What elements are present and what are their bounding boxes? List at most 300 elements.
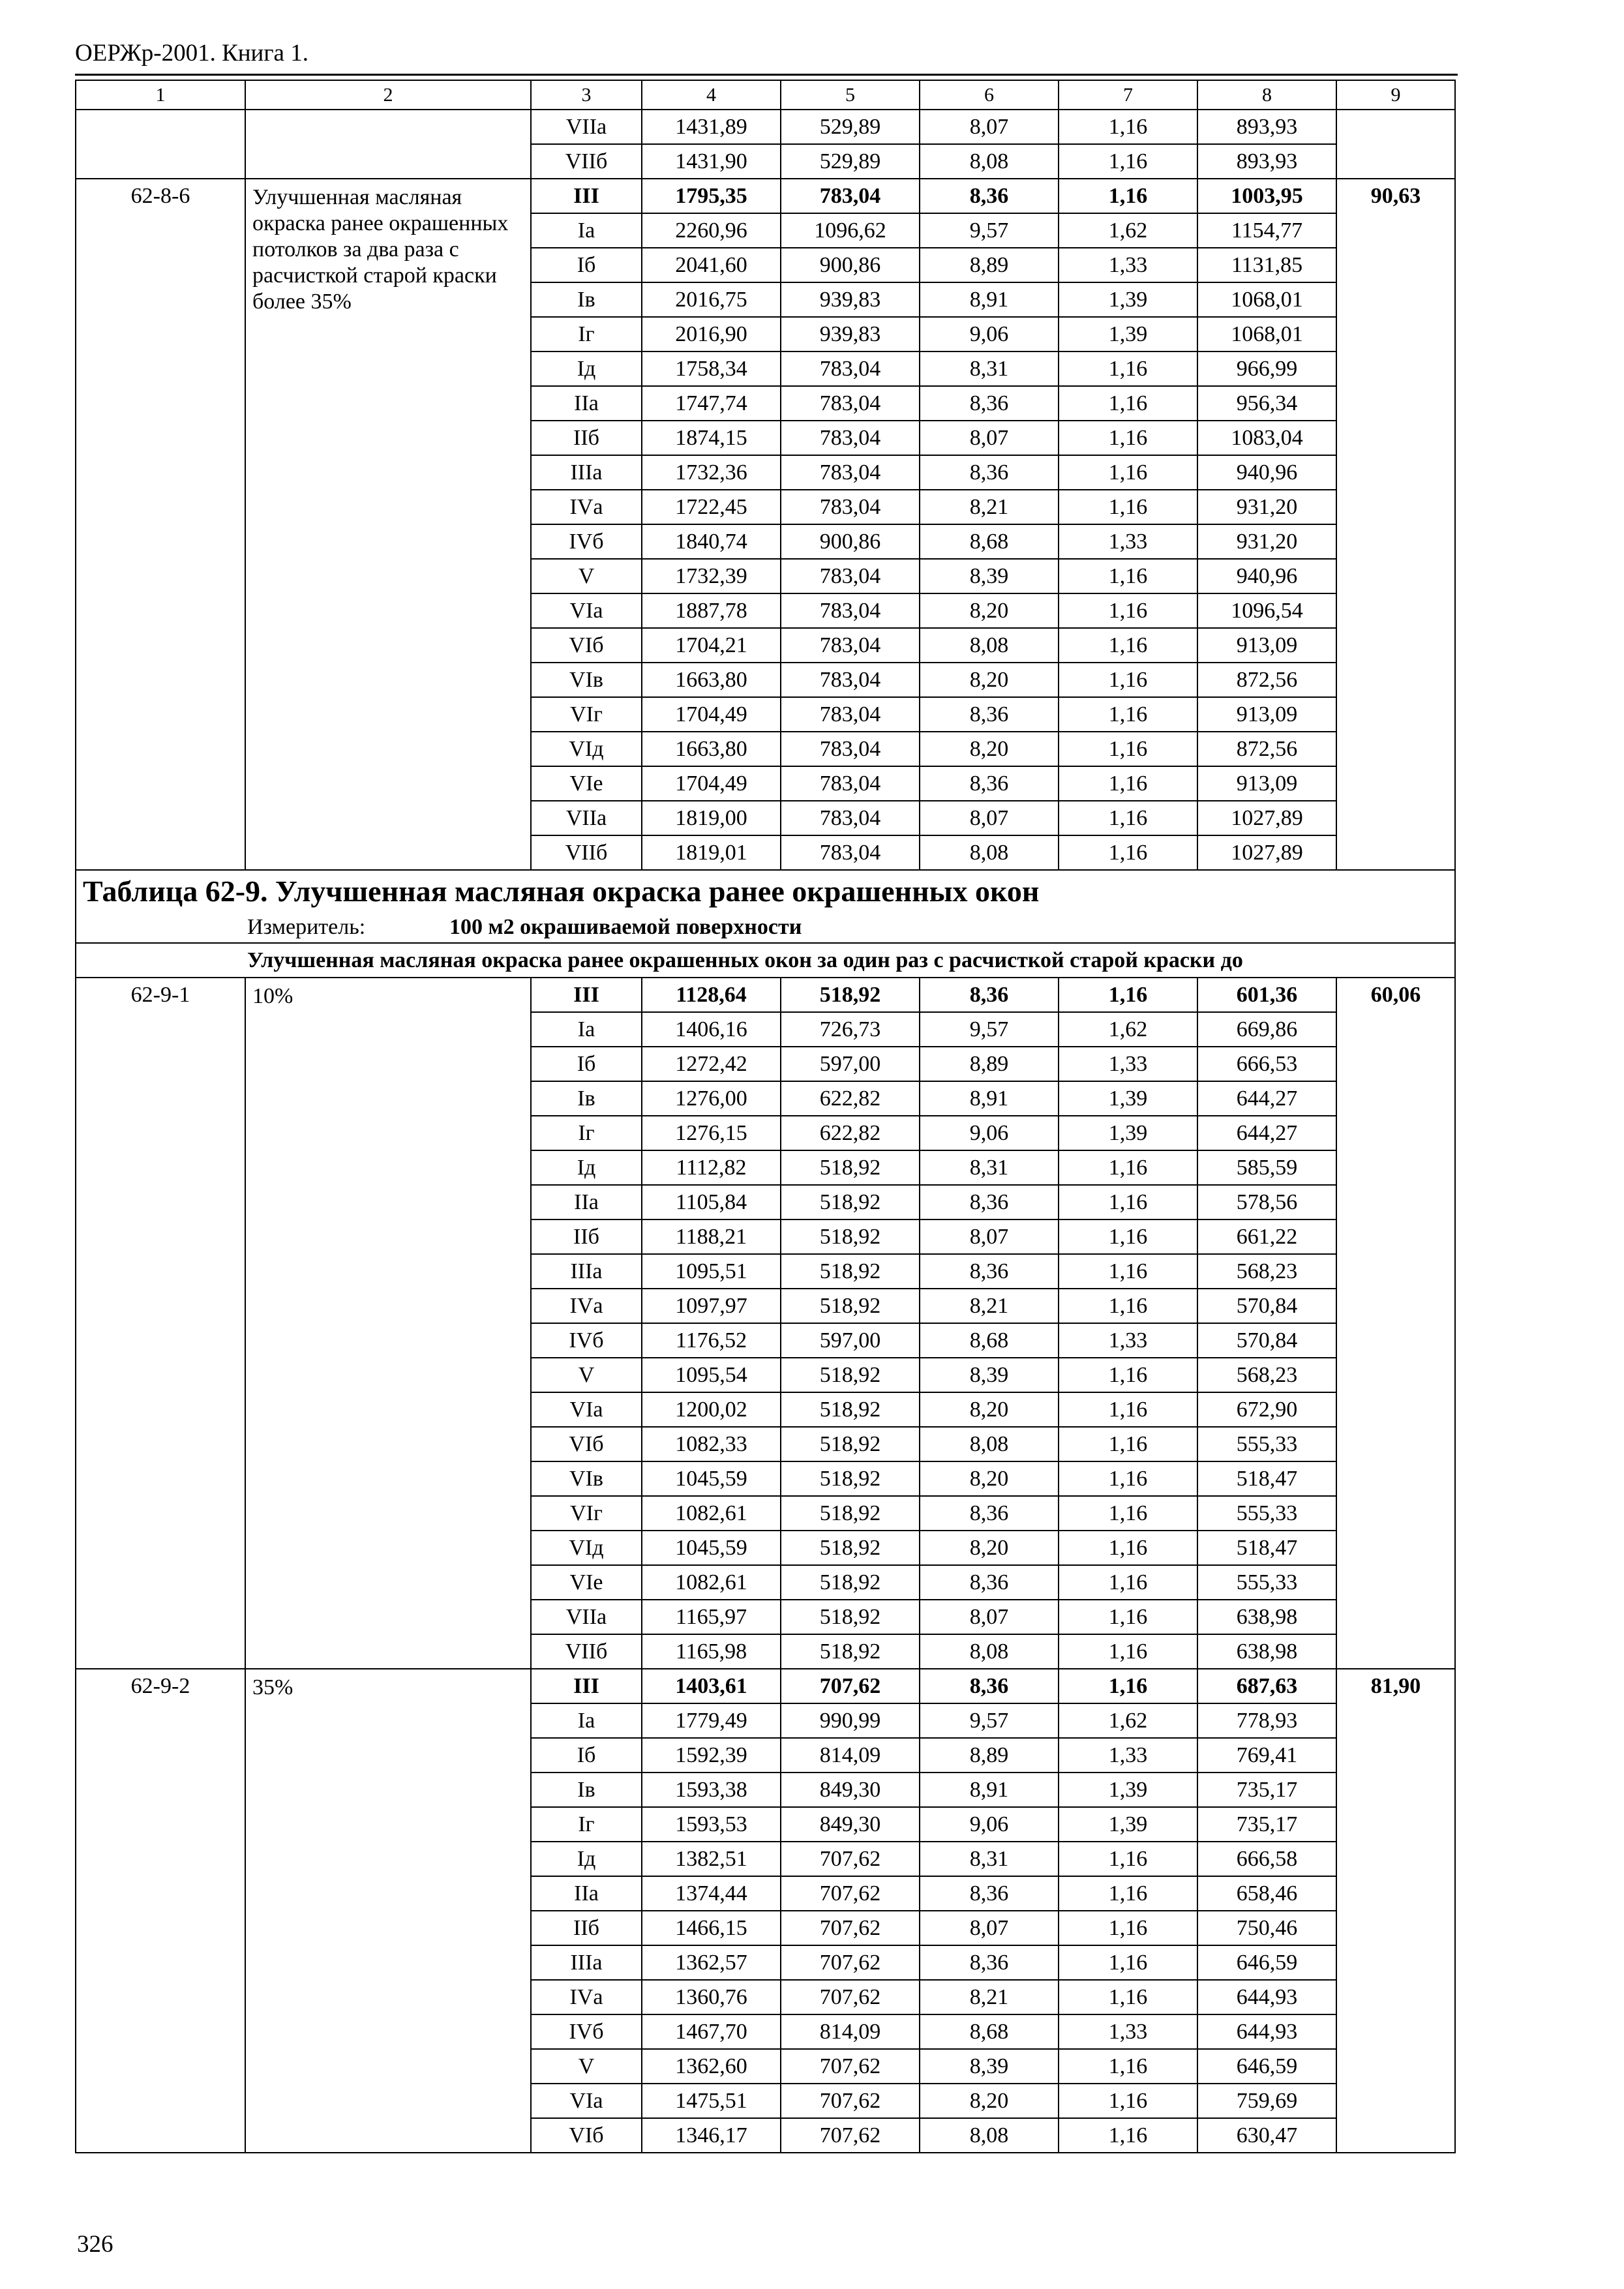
value-cell: 8,36 [920,1565,1059,1600]
value-cell: 8,07 [920,1600,1059,1634]
value-cell: 707,62 [781,2049,920,2084]
value-cell: 8,36 [920,455,1059,490]
value-cell: 518,92 [781,1496,920,1531]
value-cell: 707,62 [781,1980,920,2014]
value-cell: 1,16 [1059,1392,1197,1427]
zone-cell: Iг [531,1807,642,1842]
value-cell: 940,96 [1197,455,1336,490]
value-cell: 1,39 [1059,282,1197,317]
zone-cell: IVб [531,524,642,559]
value-cell: 893,93 [1197,144,1336,179]
value-cell: 1819,00 [642,801,781,835]
value-cell: 9,57 [920,1012,1059,1047]
value-cell: 1374,44 [642,1876,781,1911]
description-cell [245,110,531,144]
value-cell: 1840,74 [642,524,781,559]
value-cell: 644,27 [1197,1116,1336,1150]
description-cell [245,144,531,179]
zone-cell: IIIа [531,1254,642,1289]
value-cell: 1,16 [1059,1842,1197,1876]
value-cell: 1276,00 [642,1081,781,1116]
zone-cell: Iв [531,1081,642,1116]
value-cell: 1431,89 [642,110,781,144]
value-cell: 1097,97 [642,1289,781,1323]
value-cell: 518,92 [781,978,920,1012]
value-cell: 1,16 [1059,1219,1197,1254]
col-number: 9 [1336,80,1455,110]
table-row [76,978,1455,1012]
value-cell: 8,07 [920,110,1059,144]
zone-cell: IIб [531,421,642,455]
zone-cell: Iд [531,1842,642,1876]
value-cell: 529,89 [781,144,920,179]
measure-label: Измеритель: [247,915,366,939]
zone-cell: Iг [531,317,642,352]
value-cell: 1,16 [1059,835,1197,870]
value-cell: 1,16 [1059,801,1197,835]
description-cell: 35% [245,1669,531,2153]
value-cell: 1406,16 [642,1012,781,1047]
value-cell: 8,39 [920,559,1059,593]
zone-cell: VIIб [531,1634,642,1669]
zone-cell: VIIб [531,144,642,179]
value-cell: 1,16 [1059,1531,1197,1565]
value-cell: 893,93 [1197,110,1336,144]
value-cell: 8,08 [920,1427,1059,1461]
value-cell: 1747,74 [642,386,781,421]
value-cell: 849,30 [781,1773,920,1807]
zone-cell: VIг [531,1496,642,1531]
value-cell: 1732,36 [642,455,781,490]
value-cell: 644,93 [1197,2014,1336,2049]
value-cell: 8,91 [920,1081,1059,1116]
value-cell: 1,16 [1059,593,1197,628]
value-cell: 1779,49 [642,1703,781,1738]
value-cell: 939,83 [781,317,920,352]
value-cell: 1276,15 [642,1116,781,1150]
value-cell: 1,62 [1059,213,1197,248]
value-cell: 1,16 [1059,386,1197,421]
zone-cell: VIб [531,1427,642,1461]
value-cell: 8,36 [920,1876,1059,1911]
value-cell: 622,82 [781,1116,920,1150]
zone-cell: IVа [531,490,642,524]
value-cell: 1176,52 [642,1323,781,1358]
zone-cell: III [531,179,642,213]
value-cell: 783,04 [781,593,920,628]
value-cell: 1592,39 [642,1738,781,1773]
value-cell: 783,04 [781,455,920,490]
value-cell: 622,82 [781,1081,920,1116]
value-cell: 8,36 [920,386,1059,421]
value-cell: 518,92 [781,1219,920,1254]
value-cell: 1,16 [1059,2049,1197,2084]
value-cell: 8,20 [920,732,1059,766]
value-cell: 518,92 [781,1461,920,1496]
table-row [76,1669,1455,1703]
value-cell: 8,39 [920,1358,1059,1392]
value-cell: 1,16 [1059,2084,1197,2118]
col-number: 4 [642,80,781,110]
zone-cell: Iб [531,1738,642,1773]
value-cell: 585,59 [1197,1150,1336,1185]
page-number: 326 [77,2231,113,2258]
value-cell: 518,92 [781,1531,920,1565]
value-cell: 8,08 [920,144,1059,179]
value-cell: 8,36 [920,697,1059,732]
value-cell: 555,33 [1197,1565,1336,1600]
value-cell: 707,62 [781,2084,920,2118]
value-cell: 872,56 [1197,663,1336,697]
value-cell: 1732,39 [642,559,781,593]
value-cell: 2260,96 [642,213,781,248]
value-cell: 1165,97 [642,1600,781,1634]
value-cell: 1758,34 [642,352,781,386]
value-cell: 646,59 [1197,2049,1336,2084]
value-cell: 8,20 [920,1392,1059,1427]
value-cell: 1188,21 [642,1219,781,1254]
value-cell: 1,16 [1059,1980,1197,2014]
value-cell: 8,89 [920,1738,1059,1773]
subheading-row [76,943,1455,978]
value-cell: 1,16 [1059,732,1197,766]
code-cell: 62-8-6 [76,179,245,870]
price-table [75,80,1456,2153]
zone-cell: VIIа [531,1600,642,1634]
value-cell: 1819,01 [642,835,781,870]
value-cell: 783,04 [781,421,920,455]
value-cell: 1,16 [1059,628,1197,663]
value-cell: 1,16 [1059,1289,1197,1323]
value-cell: 940,96 [1197,559,1336,593]
value-cell: 601,36 [1197,978,1336,1012]
value-cell: 1,39 [1059,1807,1197,1842]
value-cell: 1068,01 [1197,282,1336,317]
value-cell: 1,39 [1059,1116,1197,1150]
value-cell: 735,17 [1197,1807,1336,1842]
value-cell: 783,04 [781,663,920,697]
value-cell: 8,07 [920,801,1059,835]
value-cell: 783,04 [781,766,920,801]
value-cell: 666,58 [1197,1842,1336,1876]
value-cell: 1,62 [1059,1703,1197,1738]
value-cell: 8,68 [920,1323,1059,1358]
value-cell: 1,16 [1059,663,1197,697]
value-cell: 1,33 [1059,1323,1197,1358]
value-cell: 1128,64 [642,978,781,1012]
value-cell: 8,08 [920,1634,1059,1669]
value-cell: 707,62 [781,1669,920,1703]
value-cell: 1722,45 [642,490,781,524]
value-cell: 1095,51 [642,1254,781,1289]
zone-cell: IVб [531,1323,642,1358]
value-cell: 1,33 [1059,524,1197,559]
zone-cell: IIа [531,386,642,421]
zone-cell: IVа [531,1980,642,2014]
value-cell: 1003,95 [1197,179,1336,213]
value-cell: 931,20 [1197,490,1336,524]
value-cell: 9,06 [920,1807,1059,1842]
col-number: 2 [245,80,531,110]
value-cell: 687,63 [1197,1669,1336,1703]
value-cell: 646,59 [1197,1945,1336,1980]
value-cell: 2016,90 [642,317,781,352]
value-cell: 1362,57 [642,1945,781,1980]
value-cell: 1663,80 [642,732,781,766]
value-cell: 570,84 [1197,1323,1336,1358]
zone-cell: IIб [531,1219,642,1254]
value-cell: 872,56 [1197,732,1336,766]
value-cell: 1,16 [1059,1600,1197,1634]
value-cell: 1,16 [1059,697,1197,732]
value-cell: 1,62 [1059,1012,1197,1047]
value-cell: 672,90 [1197,1392,1336,1427]
value-cell: 8,36 [920,179,1059,213]
zone-cell: Iг [531,1116,642,1150]
value-cell: 1,39 [1059,1081,1197,1116]
zone-cell: VIе [531,1565,642,1600]
zone-cell: III [531,1669,642,1703]
value-cell: 9,06 [920,317,1059,352]
value-cell: 1593,53 [642,1807,781,1842]
value-cell: 1083,04 [1197,421,1336,455]
value-cell: 658,46 [1197,1876,1336,1911]
value-cell: 1704,49 [642,766,781,801]
value-cell: 638,98 [1197,1634,1336,1669]
value-cell: 783,04 [781,801,920,835]
value-cell: 8,68 [920,2014,1059,2049]
value-cell: 8,07 [920,1911,1059,1945]
zone-cell: IIа [531,1876,642,1911]
code-cell: 62-9-2 [76,1669,245,2153]
value-cell: 1,16 [1059,179,1197,213]
value-cell: 1,16 [1059,559,1197,593]
value-cell: 1,16 [1059,1669,1197,1703]
value-cell: 1,16 [1059,1185,1197,1219]
value-cell: 1475,51 [642,2084,781,2118]
value-cell: 8,20 [920,1461,1059,1496]
value-cell: 931,20 [1197,524,1336,559]
value-cell: 1467,70 [642,2014,781,2049]
value-cell: 1131,85 [1197,248,1336,282]
value-cell: 1,16 [1059,1496,1197,1531]
value-cell: 8,89 [920,1047,1059,1081]
value-cell: 783,04 [781,732,920,766]
value-cell: 783,04 [781,628,920,663]
value-cell: 1,16 [1059,1254,1197,1289]
value-cell: 1082,33 [642,1427,781,1461]
col-number: 3 [531,80,642,110]
total-cell: 90,63 [1336,179,1455,870]
value-cell: 8,20 [920,2084,1059,2118]
zone-cell: IVа [531,1289,642,1323]
value-cell: 1,16 [1059,490,1197,524]
value-cell: 8,31 [920,352,1059,386]
zone-cell: VIг [531,697,642,732]
value-cell: 8,20 [920,663,1059,697]
value-cell: 913,09 [1197,766,1336,801]
value-cell: 669,86 [1197,1012,1336,1047]
zone-cell: VIд [531,732,642,766]
value-cell: 8,36 [920,766,1059,801]
value-cell: 1272,42 [642,1047,781,1081]
value-cell: 735,17 [1197,1773,1336,1807]
zone-cell: Iа [531,213,642,248]
value-cell: 518,47 [1197,1461,1336,1496]
value-cell: 8,91 [920,1773,1059,1807]
value-cell: 8,68 [920,524,1059,559]
value-cell: 597,00 [781,1323,920,1358]
value-cell: 8,07 [920,1219,1059,1254]
code-cell [76,144,245,179]
table-row [76,110,1455,144]
zone-cell: Iа [531,1703,642,1738]
value-cell: 8,08 [920,835,1059,870]
value-cell: 8,20 [920,1531,1059,1565]
measure-row [76,912,1455,943]
value-cell: 769,41 [1197,1738,1336,1773]
value-cell: 1,16 [1059,1358,1197,1392]
value-cell: 8,36 [920,1496,1059,1531]
description-cell: Улучшенная масляная окраска ранее окрашенных потолков за два раза с расчисткой старой краски более 35% [245,179,531,870]
value-cell: 1,16 [1059,1945,1197,1980]
value-cell: 1663,80 [642,663,781,697]
value-cell: 518,92 [781,1254,920,1289]
col-number: 8 [1197,80,1336,110]
value-cell: 913,09 [1197,697,1336,732]
value-cell: 1,33 [1059,1047,1197,1081]
total-cell [1336,110,1455,144]
value-cell: 1,39 [1059,317,1197,352]
col-number: 1 [76,80,245,110]
value-cell: 814,09 [781,2014,920,2049]
total-cell [1336,144,1455,179]
zone-cell: Iа [531,1012,642,1047]
zone-cell: IIIа [531,455,642,490]
table-body [76,80,1455,2153]
header-rule [75,74,1458,76]
value-cell: 783,04 [781,179,920,213]
description-cell: 10% [245,978,531,1669]
value-cell: 578,56 [1197,1185,1336,1219]
value-cell: 630,47 [1197,2118,1336,2153]
measure-cell [76,912,1455,943]
value-cell: 1082,61 [642,1565,781,1600]
value-cell: 1095,54 [642,1358,781,1392]
value-cell: 661,22 [1197,1219,1336,1254]
value-cell: 1,16 [1059,1634,1197,1669]
value-cell: 8,91 [920,282,1059,317]
value-cell: 666,53 [1197,1047,1336,1081]
value-cell: 1466,15 [642,1911,781,1945]
table-title: Таблица 62-9. Улучшенная масляная окраска ранее окрашенных окон [76,870,1455,912]
value-cell: 518,92 [781,1289,920,1323]
value-cell: 1,16 [1059,766,1197,801]
zone-cell: IIб [531,1911,642,1945]
value-cell: 638,98 [1197,1600,1336,1634]
value-cell: 1,16 [1059,421,1197,455]
zone-cell: III [531,978,642,1012]
value-cell: 1,16 [1059,1876,1197,1911]
value-cell: 783,04 [781,386,920,421]
value-cell: 783,04 [781,697,920,732]
value-cell: 1,16 [1059,1427,1197,1461]
value-cell: 1,33 [1059,1738,1197,1773]
value-cell: 1403,61 [642,1669,781,1703]
zone-cell: V [531,559,642,593]
value-cell: 1,16 [1059,144,1197,179]
subheading: Улучшенная масляная окраска ранее окрашенных окон за один раз с расчисткой старой краски до [76,943,1455,978]
value-cell: 555,33 [1197,1427,1336,1461]
table-row [76,144,1455,179]
zone-cell: VIб [531,628,642,663]
value-cell: 1027,89 [1197,801,1336,835]
value-cell: 8,36 [920,1945,1059,1980]
zone-cell: VIа [531,1392,642,1427]
value-cell: 707,62 [781,2118,920,2153]
zone-cell: VIв [531,663,642,697]
value-cell: 1,16 [1059,2118,1197,2153]
zone-cell: IVб [531,2014,642,2049]
value-cell: 913,09 [1197,628,1336,663]
value-cell: 8,36 [920,1254,1059,1289]
value-cell: 1082,61 [642,1496,781,1531]
value-cell: 8,08 [920,2118,1059,2153]
value-cell: 1045,59 [642,1461,781,1496]
value-cell: 8,08 [920,628,1059,663]
value-cell: 1045,59 [642,1531,781,1565]
value-cell: 1154,77 [1197,213,1336,248]
value-cell: 568,23 [1197,1254,1336,1289]
value-cell: 759,69 [1197,2084,1336,2118]
col-number: 6 [920,80,1059,110]
code-cell: 62-9-1 [76,978,245,1669]
value-cell: 1431,90 [642,144,781,179]
zone-cell: Iд [531,1150,642,1185]
value-cell: 518,92 [781,1427,920,1461]
value-cell: 1,39 [1059,1773,1197,1807]
value-cell: 1096,62 [781,213,920,248]
zone-cell: Iд [531,352,642,386]
value-cell: 956,34 [1197,386,1336,421]
value-cell: 570,84 [1197,1289,1336,1323]
value-cell: 518,92 [781,1185,920,1219]
value-cell: 1,16 [1059,352,1197,386]
value-cell: 1382,51 [642,1842,781,1876]
value-cell: 8,39 [920,2049,1059,2084]
total-cell: 81,90 [1336,1669,1455,2153]
total-cell: 60,06 [1336,978,1455,1669]
zone-cell: VIIб [531,835,642,870]
zone-cell: Iв [531,1773,642,1807]
value-cell: 939,83 [781,282,920,317]
value-cell: 8,21 [920,490,1059,524]
value-cell: 1105,84 [642,1185,781,1219]
zone-cell: Iв [531,282,642,317]
value-cell: 707,62 [781,1945,920,1980]
value-cell: 8,31 [920,1150,1059,1185]
value-cell: 8,31 [920,1842,1059,1876]
zone-cell: VIе [531,766,642,801]
value-cell: 1,33 [1059,2014,1197,2049]
zone-cell: VIб [531,2118,642,2153]
value-cell: 707,62 [781,1876,920,1911]
value-cell: 597,00 [781,1047,920,1081]
value-cell: 849,30 [781,1807,920,1842]
value-cell: 1704,49 [642,697,781,732]
measure-value: 100 м2 окрашиваемой поверхности [449,915,802,939]
value-cell: 1,16 [1059,110,1197,144]
